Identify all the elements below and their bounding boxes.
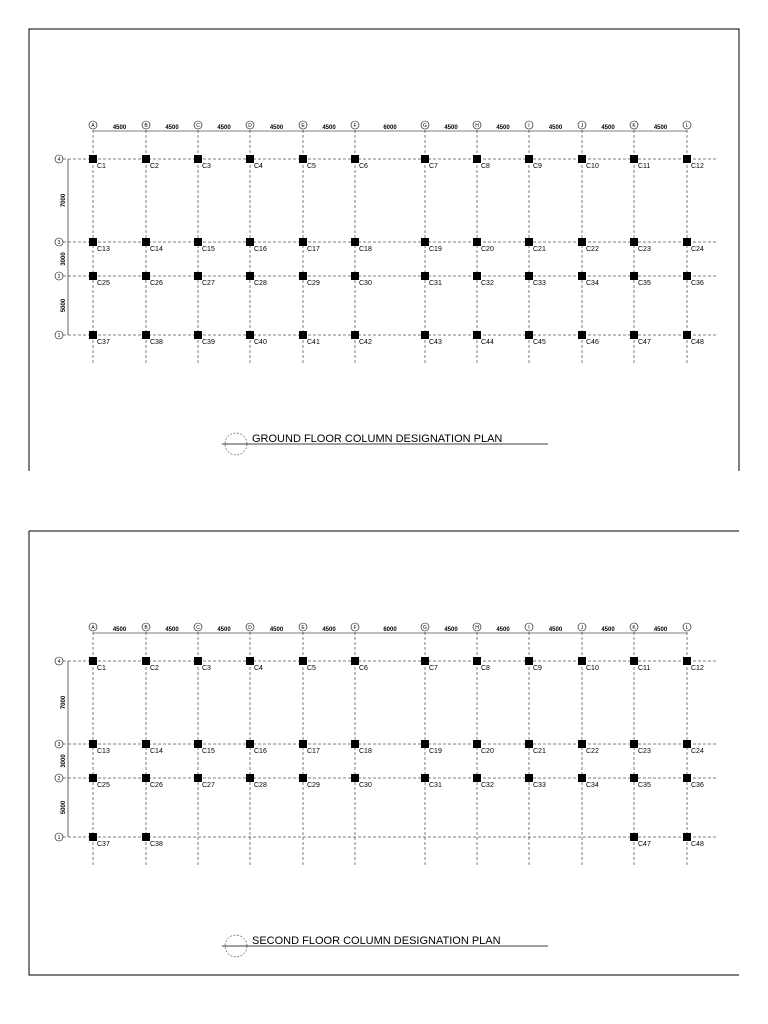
dimension-label: 4500 xyxy=(496,627,510,633)
column-label: C19 xyxy=(429,748,442,755)
ground-floor-plan xyxy=(55,121,716,455)
grid-label: H xyxy=(475,624,479,631)
column-c6 xyxy=(351,155,359,163)
column-c36 xyxy=(683,272,691,280)
dimension-label: 4500 xyxy=(217,125,231,131)
grid-label: D xyxy=(248,624,252,631)
plan-title: SECOND FLOOR COLUMN DESIGNATION PLAN xyxy=(252,935,501,947)
column-label: C23 xyxy=(638,748,651,755)
column-label: C5 xyxy=(307,163,316,170)
grid-label: K xyxy=(632,122,636,129)
column-label: C48 xyxy=(691,841,704,848)
column-c18 xyxy=(351,740,359,748)
column-c5 xyxy=(299,657,307,665)
dimension-label: 4500 xyxy=(269,125,284,131)
dimension-label: 4500 xyxy=(496,125,510,131)
row-label: 3 xyxy=(57,239,61,246)
column-c15 xyxy=(194,740,202,748)
column-label: C26 xyxy=(150,280,163,287)
column-label: C11 xyxy=(638,665,651,672)
column-label: C25 xyxy=(97,782,110,789)
column-c2 xyxy=(142,155,150,163)
column-c35 xyxy=(630,774,638,782)
column-label: C13 xyxy=(97,748,110,755)
column-label: C17 xyxy=(307,246,320,253)
column-c30 xyxy=(351,272,359,280)
column-label: C38 xyxy=(150,339,163,346)
grid-label: A xyxy=(91,122,95,129)
grid-label: F xyxy=(353,122,357,129)
grid-label: A xyxy=(91,624,95,631)
column-label: C37 xyxy=(97,339,110,346)
column-label: C19 xyxy=(429,246,442,253)
column-c33 xyxy=(525,774,533,782)
dimension-label: 4500 xyxy=(322,627,336,633)
column-label: C30 xyxy=(359,280,372,287)
column-c1 xyxy=(89,155,97,163)
column-c31 xyxy=(421,774,429,782)
grid-label: J xyxy=(580,624,584,631)
column-label: C31 xyxy=(429,280,442,287)
column-label: C35 xyxy=(638,280,651,287)
column-label: C42 xyxy=(359,339,372,346)
column-c42 xyxy=(351,331,359,339)
column-c22 xyxy=(578,238,586,246)
column-label: C22 xyxy=(586,748,599,755)
column-c27 xyxy=(194,272,202,280)
column-label: C35 xyxy=(638,782,651,789)
column-label: C7 xyxy=(429,163,438,170)
column-label: C1 xyxy=(97,665,106,672)
column-label: C5 xyxy=(307,665,316,672)
column-c14 xyxy=(142,238,150,246)
column-label: C15 xyxy=(202,748,215,755)
column-c11 xyxy=(630,155,638,163)
column-c10 xyxy=(578,155,586,163)
dimension-label: 4500 xyxy=(165,125,179,131)
column-label: C7 xyxy=(429,665,438,672)
column-label: C4 xyxy=(254,665,263,672)
column-label: C28 xyxy=(254,280,267,287)
column-c41 xyxy=(299,331,307,339)
column-c46 xyxy=(578,331,586,339)
dimension-label: 4500 xyxy=(112,125,127,131)
column-c31 xyxy=(421,272,429,280)
column-label: C1 xyxy=(97,163,106,170)
column-label: C36 xyxy=(691,280,704,287)
column-label: C12 xyxy=(691,163,704,170)
row-label: 2 xyxy=(57,273,61,280)
column-c24 xyxy=(683,238,691,246)
column-label: C15 xyxy=(202,246,215,253)
column-c9 xyxy=(525,657,533,665)
column-label: C27 xyxy=(202,280,215,287)
column-label: C31 xyxy=(429,782,442,789)
column-c7 xyxy=(421,155,429,163)
column-label: C29 xyxy=(307,280,320,287)
grid-label: K xyxy=(632,624,636,631)
column-c17 xyxy=(299,238,307,246)
column-label: C20 xyxy=(481,748,494,755)
column-c20 xyxy=(473,740,481,748)
column-c37 xyxy=(89,331,97,339)
column-label: C43 xyxy=(429,339,442,346)
column-label: C47 xyxy=(638,841,651,848)
column-c1 xyxy=(89,657,97,665)
row-label: 1 xyxy=(57,834,61,841)
column-c13 xyxy=(89,740,97,748)
column-label: C34 xyxy=(586,280,599,287)
grid-label: G xyxy=(423,624,427,631)
grid-label: G xyxy=(423,122,427,129)
column-c16 xyxy=(246,238,254,246)
column-c5 xyxy=(299,155,307,163)
column-label: C33 xyxy=(533,782,546,789)
column-label: C10 xyxy=(586,163,599,170)
column-c3 xyxy=(194,657,202,665)
column-c29 xyxy=(299,272,307,280)
column-c39 xyxy=(194,331,202,339)
column-label: C48 xyxy=(691,339,704,346)
column-label: C32 xyxy=(481,280,494,287)
dimension-label: 4500 xyxy=(269,627,284,633)
column-c27 xyxy=(194,774,202,782)
grid-label: I xyxy=(528,624,530,631)
column-c23 xyxy=(630,238,638,246)
column-c30 xyxy=(351,774,359,782)
grid-label: I xyxy=(528,122,530,129)
dimension-label: 4500 xyxy=(444,627,458,633)
dimension-label: 6000 xyxy=(383,125,397,131)
column-label: C8 xyxy=(481,163,490,170)
grid-label: B xyxy=(144,122,148,129)
column-c21 xyxy=(525,238,533,246)
grid-label: E xyxy=(301,122,305,129)
column-label: C32 xyxy=(481,782,494,789)
dimension-label-vertical: 3000 xyxy=(61,252,67,266)
grid-label: J xyxy=(580,122,584,129)
dimension-label-vertical: 5000 xyxy=(61,298,67,313)
column-label: C18 xyxy=(359,748,372,755)
column-c22 xyxy=(578,740,586,748)
dimension-label-vertical: 7000 xyxy=(61,695,67,710)
column-label: C6 xyxy=(359,163,368,170)
dimension-label: 4500 xyxy=(548,627,563,633)
column-label: C47 xyxy=(638,339,651,346)
column-label: C9 xyxy=(533,163,542,170)
row-label: 4 xyxy=(57,156,61,163)
column-c28 xyxy=(246,774,254,782)
column-c25 xyxy=(89,774,97,782)
column-label: C16 xyxy=(254,246,267,253)
column-label: C18 xyxy=(359,246,372,253)
column-label: C36 xyxy=(691,782,704,789)
dimension-label: 4500 xyxy=(601,125,615,131)
column-c11 xyxy=(630,657,638,665)
row-label: 2 xyxy=(57,775,61,782)
column-c17 xyxy=(299,740,307,748)
column-label: C14 xyxy=(150,748,163,755)
row-label: 1 xyxy=(57,332,61,339)
column-label: C8 xyxy=(481,665,490,672)
column-c29 xyxy=(299,774,307,782)
column-c34 xyxy=(578,774,586,782)
column-c4 xyxy=(246,657,254,665)
column-label: C20 xyxy=(481,246,494,253)
column-c20 xyxy=(473,238,481,246)
dimension-label: 4500 xyxy=(601,627,615,633)
column-c12 xyxy=(683,657,691,665)
column-label: C23 xyxy=(638,246,651,253)
column-label: C10 xyxy=(586,665,599,672)
column-c24 xyxy=(683,740,691,748)
dimension-label: 4500 xyxy=(548,125,563,131)
column-label: C37 xyxy=(97,841,110,848)
column-c19 xyxy=(421,238,429,246)
row-label: 4 xyxy=(57,658,61,665)
column-c25 xyxy=(89,272,97,280)
grid-label: L xyxy=(685,624,689,631)
column-label: C6 xyxy=(359,665,368,672)
column-c12 xyxy=(683,155,691,163)
dimension-label: 4500 xyxy=(165,627,179,633)
grid-label: H xyxy=(475,122,479,129)
column-c44 xyxy=(473,331,481,339)
column-c34 xyxy=(578,272,586,280)
column-c36 xyxy=(683,774,691,782)
column-label: C13 xyxy=(97,246,110,253)
dimension-label-vertical: 3000 xyxy=(61,754,67,768)
column-label: C39 xyxy=(202,339,215,346)
column-c3 xyxy=(194,155,202,163)
column-c32 xyxy=(473,272,481,280)
column-label: C44 xyxy=(481,339,494,346)
column-c18 xyxy=(351,238,359,246)
column-label: C28 xyxy=(254,782,267,789)
column-label: C2 xyxy=(150,163,159,170)
plan-frame-ground xyxy=(29,29,739,471)
column-label: C24 xyxy=(691,748,704,755)
column-c40 xyxy=(246,331,254,339)
column-c23 xyxy=(630,740,638,748)
column-label: C21 xyxy=(533,246,546,253)
column-label: C33 xyxy=(533,280,546,287)
column-c8 xyxy=(473,155,481,163)
grid-label: L xyxy=(685,122,689,129)
plan-frame-second xyxy=(29,531,739,975)
column-c43 xyxy=(421,331,429,339)
column-label: C24 xyxy=(691,246,704,253)
column-c2 xyxy=(142,657,150,665)
column-c47 xyxy=(630,331,638,339)
column-c48 xyxy=(683,331,691,339)
column-label: C4 xyxy=(254,163,263,170)
column-label: C16 xyxy=(254,748,267,755)
row-label: 3 xyxy=(57,741,61,748)
column-label: C21 xyxy=(533,748,546,755)
column-label: C40 xyxy=(254,339,267,346)
dimension-label: 4500 xyxy=(653,627,668,633)
dimension-label: 4500 xyxy=(322,125,336,131)
dimension-label: 4500 xyxy=(653,125,668,131)
column-label: C3 xyxy=(202,665,211,672)
column-label: C45 xyxy=(533,339,546,346)
column-label: C12 xyxy=(691,665,704,672)
column-label: C22 xyxy=(586,246,599,253)
column-label: C11 xyxy=(638,163,651,170)
column-c16 xyxy=(246,740,254,748)
plan-title: GROUND FLOOR COLUMN DESIGNATION PLAN xyxy=(252,433,503,445)
column-label: C34 xyxy=(586,782,599,789)
column-c14 xyxy=(142,740,150,748)
column-c37 xyxy=(89,833,97,841)
second-floor-plan xyxy=(55,623,716,957)
column-c7 xyxy=(421,657,429,665)
column-c9 xyxy=(525,155,533,163)
column-c45 xyxy=(525,331,533,339)
dimension-label: 4500 xyxy=(112,627,127,633)
dimension-label: 4500 xyxy=(444,125,458,131)
column-c6 xyxy=(351,657,359,665)
column-c28 xyxy=(246,272,254,280)
dimension-label-vertical: 5000 xyxy=(61,800,67,815)
grid-label: E xyxy=(301,624,305,631)
grid-label: C xyxy=(196,624,200,631)
column-label: C3 xyxy=(202,163,211,170)
column-c47 xyxy=(630,833,638,841)
column-c26 xyxy=(142,774,150,782)
grid-label: D xyxy=(248,122,252,129)
column-c21 xyxy=(525,740,533,748)
column-c35 xyxy=(630,272,638,280)
column-label: C2 xyxy=(150,665,159,672)
column-c13 xyxy=(89,238,97,246)
grid-label: C xyxy=(196,122,200,129)
column-c8 xyxy=(473,657,481,665)
column-c10 xyxy=(578,657,586,665)
column-c4 xyxy=(246,155,254,163)
column-label: C46 xyxy=(586,339,599,346)
grid-label: B xyxy=(144,624,148,631)
column-label: C26 xyxy=(150,782,163,789)
column-c15 xyxy=(194,238,202,246)
dimension-label-vertical: 7000 xyxy=(61,193,67,208)
column-c32 xyxy=(473,774,481,782)
column-label: C38 xyxy=(150,841,163,848)
column-label: C25 xyxy=(97,280,110,287)
column-c26 xyxy=(142,272,150,280)
column-label: C14 xyxy=(150,246,163,253)
dimension-label: 4500 xyxy=(217,627,231,633)
column-label: C30 xyxy=(359,782,372,789)
dimension-label: 6000 xyxy=(383,627,397,633)
column-c38 xyxy=(142,833,150,841)
column-c33 xyxy=(525,272,533,280)
column-label: C27 xyxy=(202,782,215,789)
column-label: C17 xyxy=(307,748,320,755)
column-c19 xyxy=(421,740,429,748)
column-label: C9 xyxy=(533,665,542,672)
column-c38 xyxy=(142,331,150,339)
column-label: C29 xyxy=(307,782,320,789)
column-label: C41 xyxy=(307,339,320,346)
grid-label: F xyxy=(353,624,357,631)
column-c48 xyxy=(683,833,691,841)
